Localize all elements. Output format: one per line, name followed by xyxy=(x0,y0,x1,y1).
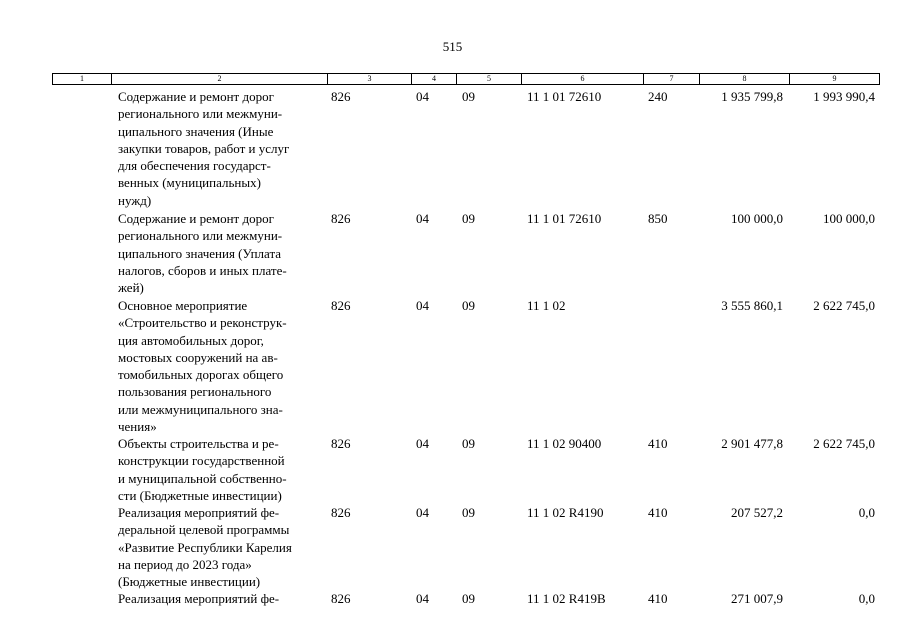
row-name-line: венных (муниципальных) xyxy=(118,175,261,191)
cell-ministry-code: 826 xyxy=(331,591,351,606)
row-name-line: томобильных дорогах общего xyxy=(118,367,284,383)
cell-section: 04 xyxy=(416,505,429,520)
row-name-line: «Строительство и реконструк- xyxy=(118,315,287,331)
column-header-2: 2 xyxy=(111,73,327,85)
row-name xyxy=(118,590,328,607)
cell-expense-type: 850 xyxy=(648,211,668,226)
row-name-line: Реализация мероприятий фе- xyxy=(118,505,280,520)
cell-subsection: 09 xyxy=(462,591,475,606)
column-header-6: 6 xyxy=(521,73,643,85)
cell-amount-year2: 100 000,0 xyxy=(823,211,875,226)
cell-section: 04 xyxy=(416,211,429,226)
cell-ministry-code: 826 xyxy=(331,298,351,313)
row-name-line: Содержание и ремонт дорог xyxy=(118,89,274,104)
cell-ministry-code: 826 xyxy=(331,436,351,451)
row-name xyxy=(118,504,328,590)
row-name-line: ципального значения (Иные xyxy=(118,123,274,139)
column-header-8: 8 xyxy=(699,73,789,85)
row-name-line: Основное мероприятие xyxy=(118,298,248,313)
row-name-line: и муниципальной собственно- xyxy=(118,470,287,486)
row-name-line: регионального или межмуни- xyxy=(118,106,283,122)
row-name xyxy=(118,435,328,504)
cell-amount-year1: 3 555 860,1 xyxy=(721,298,783,313)
cell-subsection: 09 xyxy=(462,211,475,226)
cell-expense-type: 240 xyxy=(648,89,668,104)
row-name-line: чения» xyxy=(118,419,157,435)
row-name-line: «Развитие Республики Карелия xyxy=(118,539,292,555)
cell-subsection: 09 xyxy=(462,298,475,313)
row-name-line: Содержание и ремонт дорог xyxy=(118,211,274,226)
row-name xyxy=(118,88,328,209)
cell-target-article: 11 1 01 72610 xyxy=(527,211,602,226)
cell-subsection: 09 xyxy=(462,436,475,451)
cell-subsection: 09 xyxy=(462,505,475,520)
row-name-line: закупки товаров, работ и услуг xyxy=(118,140,290,156)
row-name-line: или межмуниципального зна- xyxy=(118,401,283,417)
column-header-1: 1 xyxy=(52,73,111,85)
cell-ministry-code: 826 xyxy=(331,505,351,520)
cell-amount-year1: 1 935 799,8 xyxy=(721,89,783,104)
cell-section: 04 xyxy=(416,89,429,104)
row-name-line: жей) xyxy=(118,280,144,296)
column-header-9: 9 xyxy=(789,73,880,85)
cell-target-article: 11 1 01 72610 xyxy=(527,89,602,104)
row-name-line: мостовых сооружений на ав- xyxy=(118,349,278,365)
row-name-line: налогов, сборов и иных плате- xyxy=(118,262,287,278)
cell-ministry-code: 826 xyxy=(331,89,351,104)
cell-amount-year2: 0,0 xyxy=(858,591,875,606)
row-name-line: сти (Бюджетные инвестиции) xyxy=(118,487,282,503)
cell-ministry-code: 826 xyxy=(331,211,351,226)
row-name-line: ципального значения (Уплата xyxy=(118,245,282,261)
cell-expense-type: 410 xyxy=(648,505,668,520)
cell-target-article: 11 1 02 xyxy=(527,298,566,313)
row-name-line: на период до 2023 года» xyxy=(118,556,252,572)
cell-amount-year1: 2 901 477,8 xyxy=(721,436,783,451)
cell-section: 04 xyxy=(416,298,429,313)
page-number: 515 xyxy=(442,39,463,54)
cell-target-article: 11 1 02 R4190 xyxy=(527,505,604,520)
row-name-line: (Бюджетные инвестиции) xyxy=(118,574,261,590)
cell-amount-year1: 207 527,2 xyxy=(731,505,783,520)
row-name-line: деральной целевой программы xyxy=(118,522,290,538)
cell-section: 04 xyxy=(416,436,429,451)
row-name-line: ция автомобильных дорог, xyxy=(118,332,264,348)
row-name-line: конструкции государственной xyxy=(118,453,285,469)
row-name xyxy=(118,210,328,296)
cell-amount-year2: 0,0 xyxy=(858,505,875,520)
cell-subsection: 09 xyxy=(462,89,475,104)
cell-amount-year1: 100 000,0 xyxy=(731,211,783,226)
cell-expense-type: 410 xyxy=(648,436,668,451)
row-name-line: регионального или межмуни- xyxy=(118,228,283,244)
cell-target-article: 11 1 02 R419B xyxy=(527,591,606,606)
column-header-4: 4 xyxy=(411,73,456,85)
cell-amount-year2: 2 622 745,0 xyxy=(813,298,875,313)
column-header-5: 5 xyxy=(456,73,521,85)
row-name-line: для обеспечения государст- xyxy=(118,158,271,174)
row-name-line: пользования регионального xyxy=(118,384,272,400)
row-name-line: Объекты строительства и ре- xyxy=(118,436,279,451)
cell-amount-year2: 2 622 745,0 xyxy=(813,436,875,451)
row-name xyxy=(118,297,328,435)
cell-section: 04 xyxy=(416,591,429,606)
column-header-3: 3 xyxy=(327,73,411,85)
cell-amount-year2: 1 993 990,4 xyxy=(813,89,875,104)
cell-target-article: 11 1 02 90400 xyxy=(527,436,602,451)
cell-expense-type: 410 xyxy=(648,591,668,606)
cell-amount-year1: 271 007,9 xyxy=(731,591,783,606)
row-name-line: нужд) xyxy=(118,192,152,208)
column-header-7: 7 xyxy=(643,73,699,85)
row-name-line: Реализация мероприятий фе- xyxy=(118,591,280,606)
